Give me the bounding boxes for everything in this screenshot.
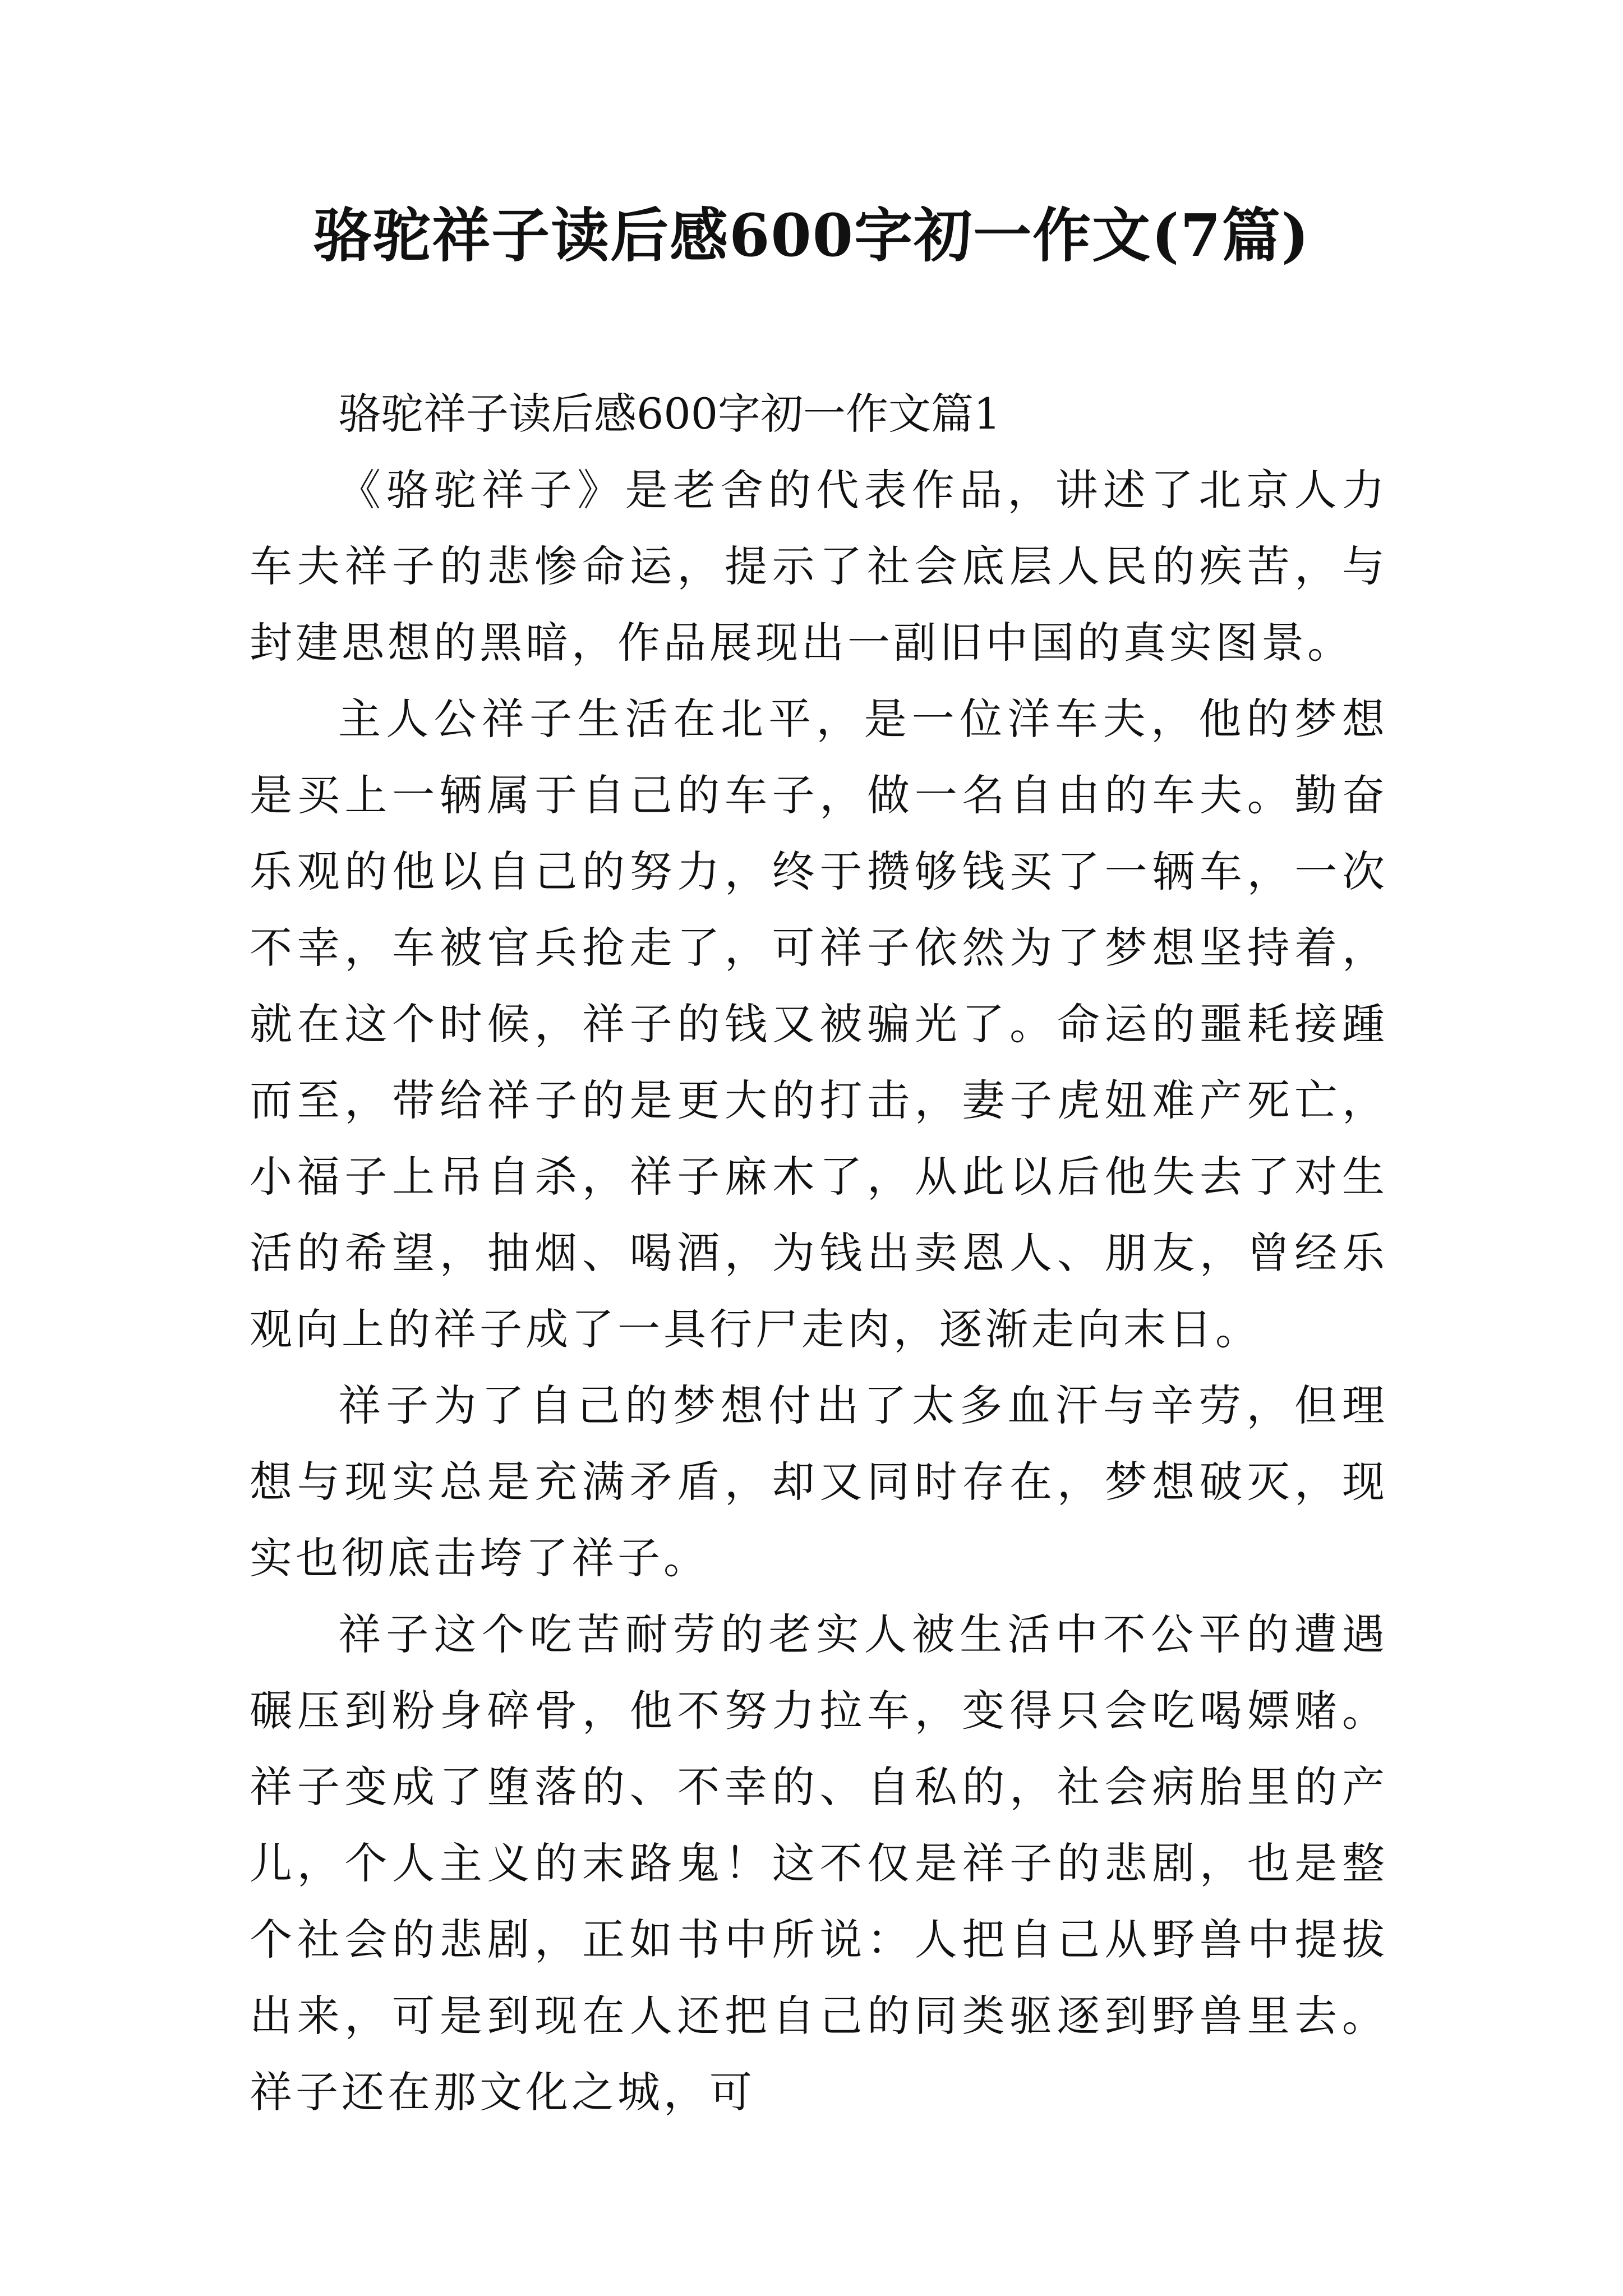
paragraph-4: 祥子这个吃苦耐劳的老实人被生活中不公平的遭遇碾压到粉身碎骨，他不努力拉车，变得只会吃喝嫖赌。祥子变成了堕落的、不幸的、自私的，社会病胎里的产儿，个人主义的末路鬼！这不仅是祥子的悲剧，也是整个社会的悲剧，正如书中所说：人把自己从野兽中提拔出来，可是到现在人还把自己的同类驱逐到野兽里去。祥子还在那文化之城，可 bbox=[250, 1609, 1388, 2117]
paragraph-3: 祥子为了自己的梦想付出了太多血汗与辛劳，但理想与现实总是充满矛盾，却又同时存在，梦想破灭，现实也彻底击垮了祥子。 bbox=[250, 1381, 1388, 1583]
paragraph-1: 《骆驼祥子》是老舍的代表作品，讲述了北京人力车夫祥子的悲惨命运，提示了社会底层人民的疾苦，与封建思想的黑暗，作品展现出一副旧中国的真实图景。 bbox=[250, 465, 1388, 668]
document-title: 骆驼祥子读后感600字初一作文(7篇) bbox=[313, 201, 1310, 270]
document-body bbox=[250, 376, 1388, 2131]
paragraph-2: 主人公祥子生活在北平，是一位洋车夫，他的梦想是买上一辆属于自己的车子，做一名自由的车夫。勤奋乐观的他以自己的努力，终于攒够钱买了一辆车，一次不幸，车被官兵抢走了，可祥子依然为了梦想坚持着，就在这个时候，祥子的钱又被骗光了。命运的噩耗接踵而至，带给祥子的是更大的打击，妻子虎妞难产死亡，小福子上吊自杀，祥子麻木了，从此以后他失去了对生活的希望，抽烟、喝酒，为钱出卖恩人、朋友，曾经乐观向上的祥子成了一具行尸走肉，逐渐走向末日。 bbox=[250, 694, 1388, 1354]
section-heading: 骆驼祥子读后感600字初一作文篇1 bbox=[338, 389, 1001, 439]
